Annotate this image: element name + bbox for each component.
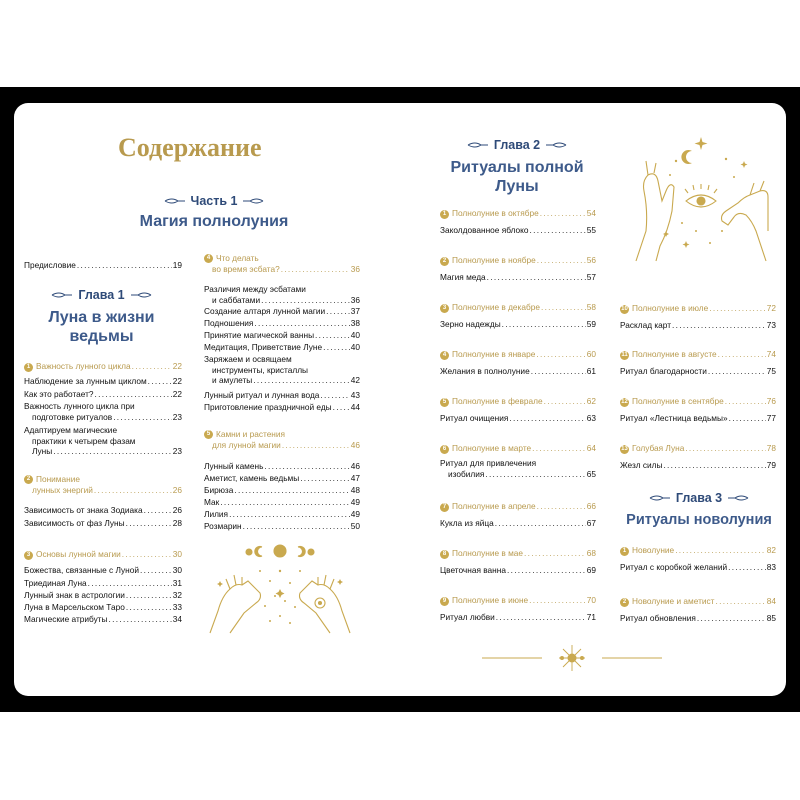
toc-section-4[interactable]: 4 Что делать во время эсбата? . . . 36 (204, 253, 360, 274)
hands-moon-illustration-icon (200, 541, 360, 641)
toc-entry[interactable]: Адаптируем магические практики к четырем фазам Луны . . . 23 (24, 425, 182, 457)
toc-entry[interactable]: Лунный знак в астрологии . . . 32 (24, 590, 182, 601)
toc-section-7[interactable]: 7 Полнолуние в апреле . . . 66 (440, 501, 596, 512)
ornament-left-icon (467, 141, 489, 149)
book-spread (14, 103, 786, 696)
ornament-left-icon (51, 291, 73, 299)
toc-section-8[interactable]: 8 Полнолуние в мае . . . 68 (440, 548, 596, 559)
toc-entry[interactable]: Ритуал благодарности . . . 75 (620, 366, 776, 377)
toc-section-2[interactable]: 2 Полнолуние в ноябре . . . 56 (440, 255, 596, 266)
chapter2-heading: Глава 2 Ритуалы полной Луны (450, 138, 584, 195)
ornament-right-icon (545, 141, 567, 149)
toc-entry[interactable]: Медитация, Приветствие Луне . . . 40 (204, 342, 360, 353)
toc-entry[interactable]: Принятие магической ванны . . . 40 (204, 330, 360, 341)
toc-entry[interactable]: Розмарин . . . 50 (204, 521, 360, 532)
toc-entry[interactable]: Триединая Луна . . . 31 (24, 578, 182, 589)
toc-entry[interactable]: Подношения . . . 38 (204, 318, 360, 329)
toc-entry[interactable]: Лилия . . . 49 (204, 509, 360, 520)
toc-entry[interactable]: Кукла из яйца . . . 67 (440, 518, 596, 529)
toc-entry[interactable]: Расклад карт . . . 73 (620, 320, 776, 331)
toc-entry[interactable]: Зависимость от знака Зодиака . . . 26 (24, 505, 182, 516)
toc-section-2[interactable]: 2 Новолуние и аметист . . . 84 (620, 596, 776, 607)
part1-heading (114, 194, 314, 231)
toc-section-11[interactable]: 11 Полнолуние в августе . . . 74 (620, 349, 776, 360)
ornament-left-icon (164, 197, 186, 205)
toc-section-1[interactable]: 1 Полнолуние в октябре . . . 54 (440, 208, 596, 219)
toc-entry[interactable]: Зерно надежды . . . 59 (440, 319, 596, 330)
toc-entry[interactable]: Лунный камень . . . 46 (204, 461, 360, 472)
toc-section-6[interactable]: 6 Полнолуние в марте . . . 64 (440, 443, 596, 454)
toc-entry[interactable]: Лунный ритуал и лунная вода . . . 43 (204, 390, 360, 401)
toc-entry[interactable]: Магия меда . . . 57 (440, 272, 596, 283)
toc-entry-preface[interactable]: Предисловие . . . 19 (24, 260, 182, 271)
ornament-left-icon (649, 494, 671, 502)
toc-entry[interactable]: Аметист, камень ведьмы . . . 47 (204, 473, 360, 484)
ornament-right-icon (242, 197, 264, 205)
toc-section-1[interactable]: 1 Важность лунного цикла . . . 22 (24, 361, 182, 372)
toc-entry[interactable]: Ритуал любви . . . 71 (440, 612, 596, 623)
toc-entry[interactable]: Заряжаем и освящаем инструменты, кристаллы и амулеты . . . 42 (204, 354, 360, 386)
toc-section-13[interactable]: 13 Голубая Луна . . . 78 (620, 443, 776, 454)
part1-title: Магия полнолуния (139, 213, 289, 230)
chapter1-heading: Глава 1 Луна в жизни ведьмы (48, 288, 155, 345)
toc-entry[interactable]: Ритуал для привлечения изобилия . . . 65 (440, 458, 596, 479)
toc-section-10[interactable]: 10 Полнолуние в июле . . . 72 (620, 303, 776, 314)
toc-entry[interactable]: Цветочная ванна . . . 69 (440, 565, 596, 576)
toc-entry[interactable]: Мак . . . 49 (204, 497, 360, 508)
toc-entry[interactable]: Ритуал с коробкой желаний . . . 83 (620, 562, 776, 573)
sun-moon-divider-icon (482, 643, 662, 673)
toc-title: Содержание (118, 133, 262, 162)
toc-entry[interactable]: Жезл силы . . . 79 (620, 460, 776, 471)
toc-entry[interactable]: Приготовление праздничной еды . . . 44 (204, 402, 360, 413)
toc-section-5[interactable]: 5 Камни и растения для лунной магии . . . 46 (204, 429, 360, 450)
hands-eye-illustration-icon (626, 131, 776, 271)
toc-entry[interactable]: Бирюза . . . 48 (204, 485, 360, 496)
toc-entry[interactable]: Божества, связанные с Луной . . . 30 (24, 565, 182, 576)
toc-entry[interactable]: Ритуал обновления . . . 85 (620, 613, 776, 624)
toc-entry[interactable]: Создание алтаря лунной магии . . . 37 (204, 306, 360, 317)
toc-entry[interactable]: Как это работает? . . . 22 (24, 389, 182, 400)
ornament-right-icon (130, 291, 152, 299)
toc-entry[interactable]: Магические атрибуты . . . 34 (24, 614, 182, 625)
toc-section-3[interactable]: 3 Основы лунной магии . . . 30 (24, 549, 182, 560)
toc-section-5[interactable]: 5 Полнолуние в феврале . . . 62 (440, 396, 596, 407)
chapter3-heading: Глава 3 Ритуалы новолуния (626, 491, 772, 528)
toc-entry[interactable]: Луна в Марсельском Таро . . . 33 (24, 602, 182, 613)
toc-entry[interactable]: Различия между эсбатами и саббатами . . . 36 (204, 284, 360, 305)
ornament-right-icon (727, 494, 749, 502)
toc-section-2[interactable]: 2 Понимание лунных энергий . . . 26 (24, 474, 182, 495)
toc-section-3[interactable]: 3 Полнолуние в декабре . . . 58 (440, 302, 596, 313)
part1-label: Часть 1 (190, 194, 238, 208)
toc-entry[interactable]: Важность лунного цикла при подготовке ритуалов . . . 23 (24, 401, 182, 422)
toc-section-9[interactable]: 9 Полнолуние в июне . . . 70 (440, 595, 596, 606)
toc-section-1[interactable]: 1 Новолуние . . . 82 (620, 545, 776, 556)
toc-entry[interactable]: Ритуал очищения . . . 63 (440, 413, 596, 424)
toc-entry[interactable]: Желания в полнолуние . . . 61 (440, 366, 596, 377)
toc-entry[interactable]: Ритуал «Лестница ведьмы» . . . 77 (620, 413, 776, 424)
toc-entry[interactable]: Наблюдение за лунным циклом . . . 22 (24, 376, 182, 387)
toc-entry[interactable]: Зависимость от фаз Луны . . . 28 (24, 518, 182, 529)
toc-section-12[interactable]: 12 Полнолуние в сентябре . . . 76 (620, 396, 776, 407)
toc-section-4[interactable]: 4 Полнолуние в январе . . . 60 (440, 349, 596, 360)
toc-entry[interactable]: Заколдованное яблоко . . . 55 (440, 225, 596, 236)
